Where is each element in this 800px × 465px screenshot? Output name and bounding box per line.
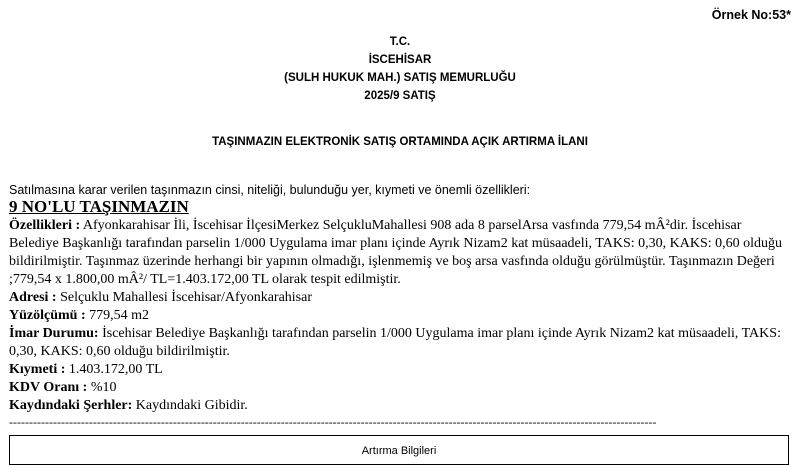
area-value: 779,54 m2 — [85, 308, 150, 323]
header-line-tc: T.C. — [389, 36, 411, 48]
property-value — [9, 361, 791, 379]
address-value: Selçuklu Mahallesi İscehisar/Afyonkarahisar — [56, 290, 312, 305]
annotations-value: Kaydındaki Gibidir. — [132, 398, 248, 413]
ornek-number: Örnek No:53* — [711, 8, 791, 22]
document-header — [0, 33, 800, 105]
property-vat — [9, 379, 791, 397]
annotations-label: Kaydındaki Şerhler: — [9, 398, 133, 413]
zoning-value: İscehisar Belediye Başkanlığı tarafından parselin 1/000 Uygulama imar planı içinde Ayrık Nizam2 kat müsaadeli, TAKS: 0,30, KAKS: 0,60 olduğu bildirilmiştir. — [9, 326, 781, 359]
auction-info-box — [9, 435, 789, 465]
intro-text: Satılmasına karar verilen taşınmazın cinsi, niteliği, bulunduğu yer, kıymeti ve önemli özellikleri: — [9, 183, 531, 197]
header-line-district: İSCEHİSAR — [368, 54, 432, 66]
features-value: Afyonkarahisar İli, İscehisar İlçesiMerkez SelçukluMahallesi 908 ada 8 parselArsa vasfında 779,54 mÂ²dir. İscehisar Belediye Başkanlığı tarafından parselin 1/000 Uygulama imar planı içinde Ayrık Nizam2 kat müsaadeli, TAKS: 0,30, KAKS: 0,60 olduğu bildirilmiştir. Taşınmaz üzerinde herhangi bir yapının olmadığı, işlenmemiş ve boş arsa vasfında olduğu görülmüştür. Taşınmazın Değeri ;779,54 x 1.800,00 mÂ²/ TL=1.403.172,00 TL olarak tespit edilmiştir. — [9, 218, 783, 287]
features-label: Özellikleri : — [9, 218, 81, 233]
value-label: Kıymeti : — [9, 362, 66, 377]
property-address — [9, 289, 791, 307]
header-line-office: (SULH HUKUK MAH.) SATIŞ MEMURLUĞU — [284, 72, 516, 84]
property-features — [9, 217, 791, 289]
vat-label: KDV Oranı : — [9, 380, 88, 395]
address-label: Adresi : — [9, 290, 57, 305]
auction-info-label: Artırma Bilgileri — [361, 445, 437, 457]
property-zoning — [9, 325, 791, 361]
property-details — [9, 197, 791, 429]
value-amount: 1.403.172,00 TL — [65, 362, 163, 377]
property-title: 9 NO'LU TAŞINMAZIN — [9, 197, 189, 216]
zoning-label: İmar Durumu: — [9, 326, 99, 341]
vat-value: %10 — [87, 380, 117, 395]
property-area — [9, 307, 791, 325]
property-annotations — [9, 397, 791, 415]
area-label: Yüzölçümü : — [9, 308, 86, 323]
announcement-title: TAŞINMAZIN ELEKTRONİK SATIŞ ORTAMINDA AÇIK ARTIRMA İLANI — [212, 136, 588, 148]
separator-line: ------------------------------------------------------------------------------------------------------------------------------------------------------------------ — [9, 415, 657, 429]
header-line-file-no: 2025/9 SATIŞ — [364, 90, 436, 102]
